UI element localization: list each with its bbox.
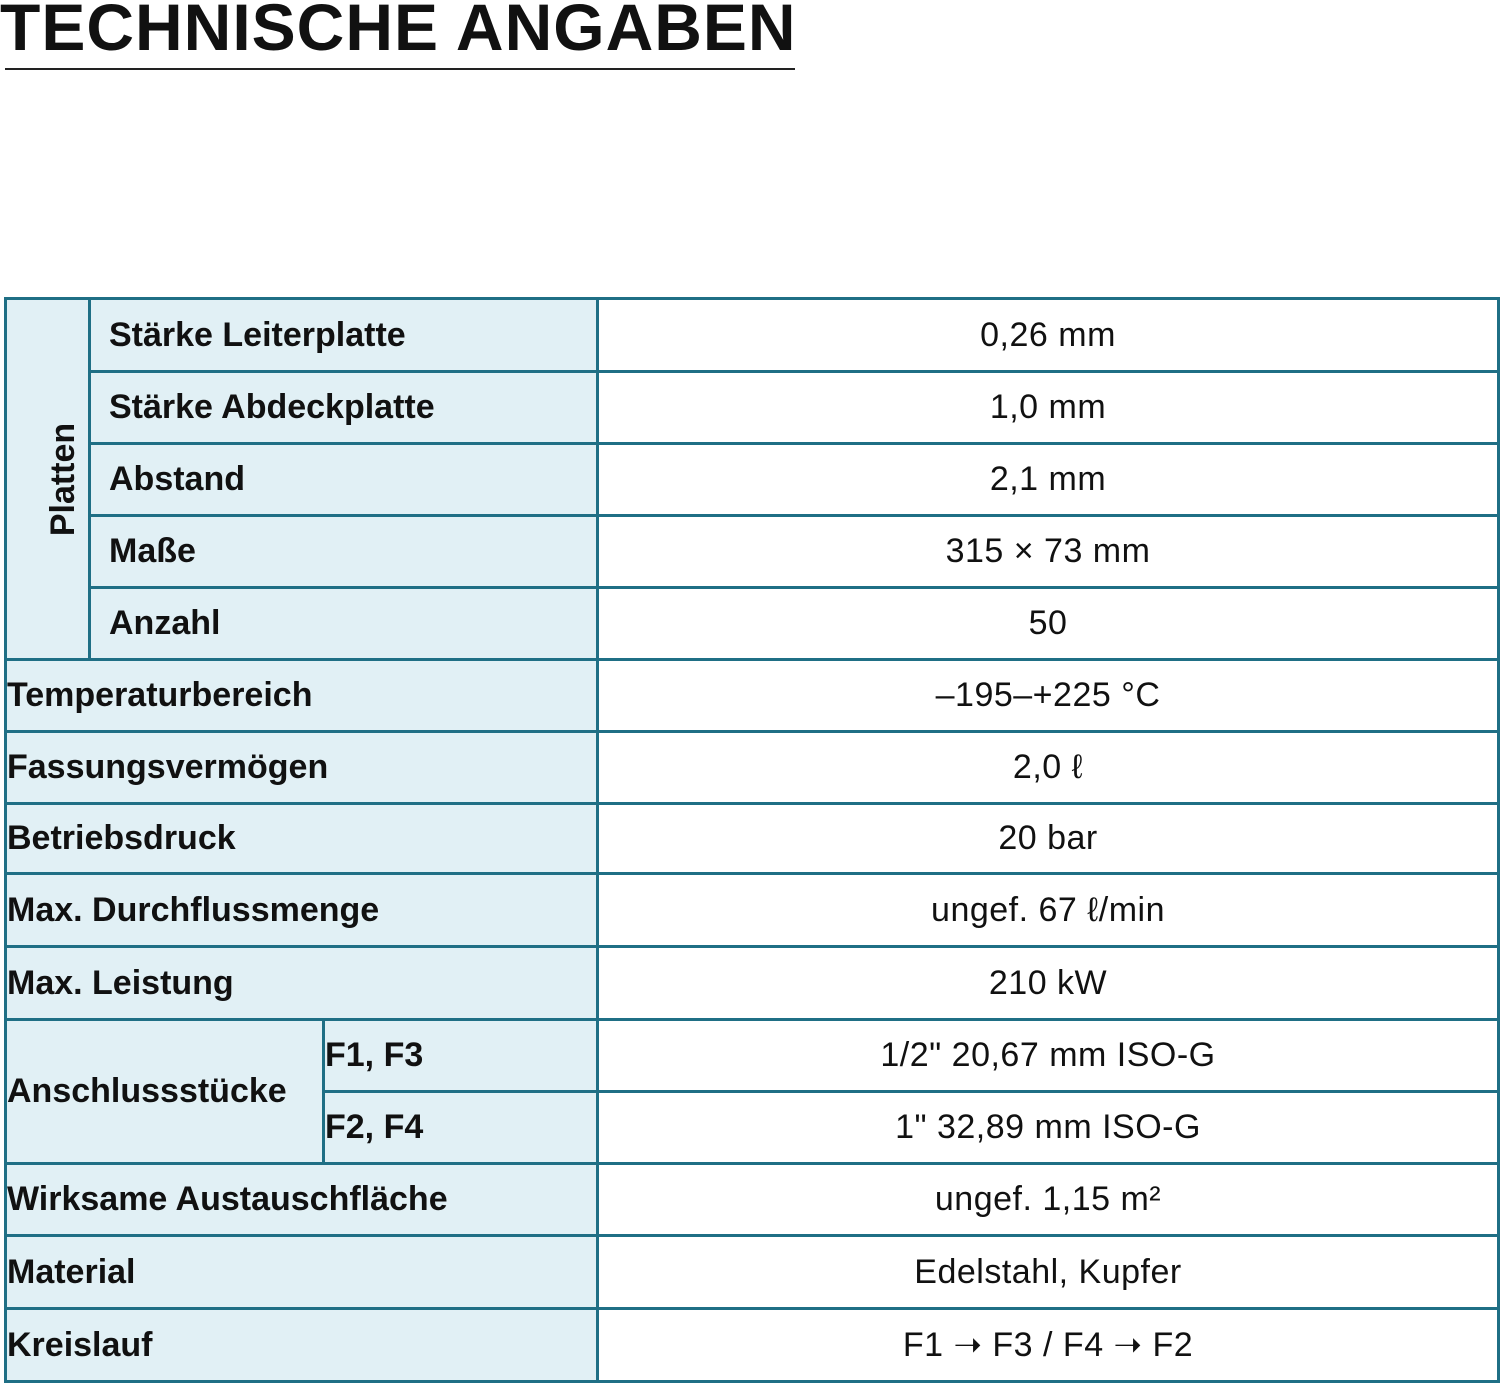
spec-label: Stärke Abdeckplatte [90,372,598,444]
spec-value: 0,26 mm [598,299,1499,372]
spec-label: Max. Durchflussmenge [6,874,598,947]
spec-value: 2,0 ℓ [598,732,1499,804]
table-row [6,1020,1499,1092]
spec-value: 50 [598,588,1499,660]
spec-label: Maße [90,516,598,588]
spec-label: Abstand [90,444,598,516]
spec-label: F2, F4 [324,1092,598,1164]
spec-value: 1" 32,89 mm ISO-G [598,1092,1499,1164]
spec-value: ungef. 1,15 m² [598,1164,1499,1236]
spec-value: 210 kW [598,947,1499,1020]
table-row [6,804,1499,874]
specs-table [4,297,1500,1383]
page-title: TECHNISCHE ANGABEN [0,0,797,64]
platten-group-label [6,299,90,660]
table-row [6,1236,1499,1309]
spec-value: 2,1 mm [598,444,1499,516]
spec-label: Material [6,1236,598,1309]
table-row [6,372,1499,444]
spec-value: –195–+225 °C [598,660,1499,732]
table-row [6,516,1499,588]
spec-label: Max. Leistung [6,947,598,1020]
spec-value: 1/2" 20,67 mm ISO-G [598,1020,1499,1092]
spec-label: F1, F3 [324,1020,598,1092]
table-row [6,299,1499,372]
table-row [6,660,1499,732]
spec-label: Temperaturbereich [6,660,598,732]
spec-value: 20 bar [598,804,1499,874]
spec-value: 1,0 mm [598,372,1499,444]
spec-label: Betriebsdruck [6,804,598,874]
anschluss-group-label: Anschlussstücke [6,1020,324,1164]
spec-label: Wirksame Austauschfläche [6,1164,598,1236]
spec-label: Fassungsvermögen [6,732,598,804]
spec-value: 315 × 73 mm [598,516,1499,588]
spec-value: Edelstahl, Kupfer [598,1236,1499,1309]
table-row [6,732,1499,804]
spec-label: Stärke Leiterplatte [90,299,598,372]
table-row [6,947,1499,1020]
spec-label: Anzahl [90,588,598,660]
table-row [6,444,1499,516]
table-row [6,588,1499,660]
table-row [6,1309,1499,1382]
table-row [6,1164,1499,1236]
table-row [6,874,1499,947]
spec-value: F1 ➝ F3 / F4 ➝ F2 [598,1309,1499,1382]
spec-label: Kreislauf [6,1309,598,1382]
platten-label: Platten [44,422,83,536]
spec-value: ungef. 67 ℓ/min [598,874,1499,947]
title-underline [5,68,795,70]
